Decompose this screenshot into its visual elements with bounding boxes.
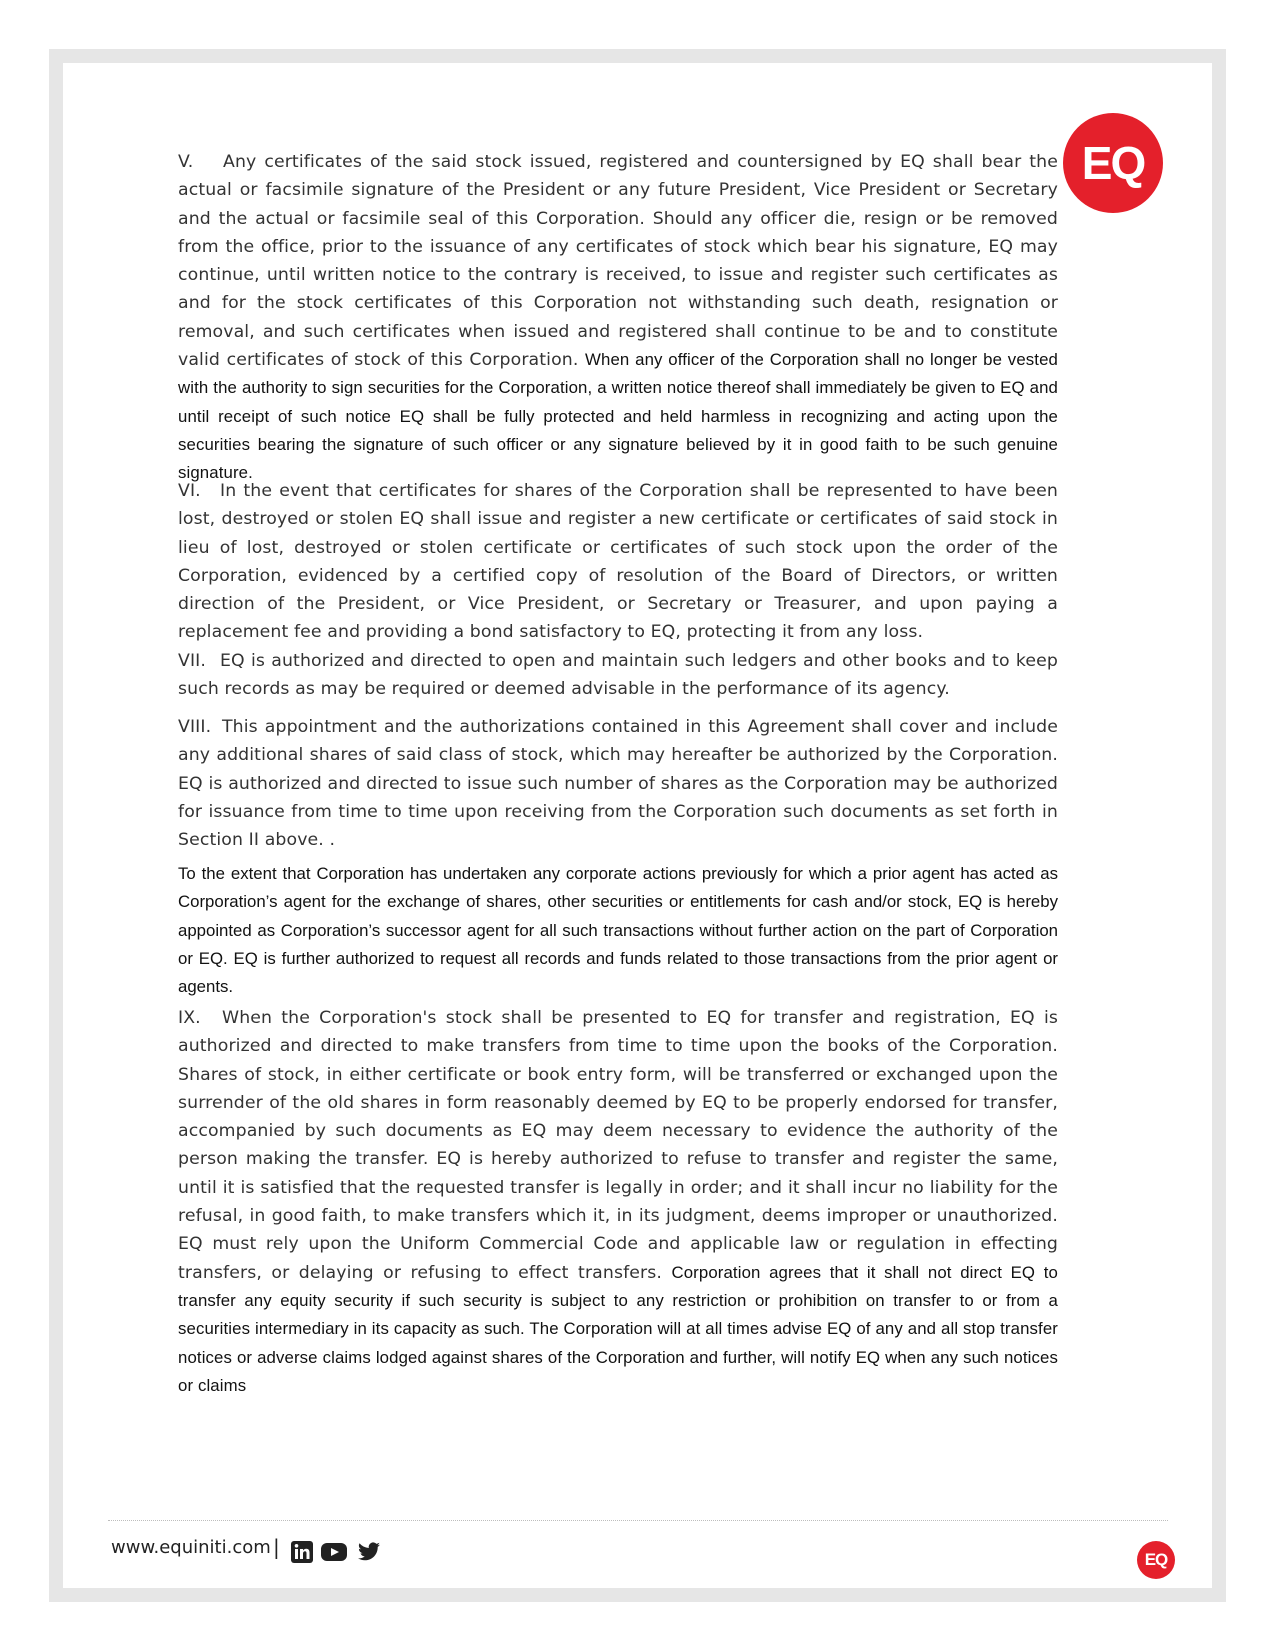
eq-logo-footer: EQ (1137, 1541, 1175, 1579)
section-text: Any certificates of the said stock issued, registered and countersigned by EQ shall bear the actual or facsimile signature of the President or any future President, Vice President or Secretary and the actual or facsimile seal of this Corporation. Should any officer die, resign or be removed from the office, prior to the issuance of any certificates of stock which bear his signature, EQ may continue, until written notice to the contrary is received, to issue and register such certificates as and for the stock certificates of this Corporation not withstanding such death, resignation or removal, and such certificates when issued and registered shall continue to be and to constitute valid certificates of stock of this Corporation. (178, 152, 1058, 371)
section-number: IX. (178, 1008, 201, 1028)
section-number: VII. (178, 651, 206, 671)
linkedin-icon[interactable] (290, 1540, 314, 1564)
section-text-addendum: When any officer of the Corporation shall no longer be vested with the authority to sign securities for the Corporation, a written notice thereof shall immediately be given to EQ and until receipt of such notice EQ shall be fully protected and held harmless in recognizing and acting upon the securities bearing the signature of such officer or any signature believed by it in good faith to be such genuine signature. (178, 350, 1058, 483)
eq-logo: EQ (1063, 113, 1163, 213)
section-text-addendum: Corporation agrees that it shall not direct EQ to transfer any equity security if such security is subject to any restriction or prohibition on transfer to or from a securities intermediary in its capacity as such. The Corporation will at all times advise EQ of any and all stop transfer notices or adverse claims lodged against shares of the Corporation and further, will notify EQ when any such notices or claims (178, 1262, 1058, 1395)
section-vi (178, 477, 1058, 647)
section-text: In the event that certificates for shares of the Corporation shall be represented to have been lost, destroyed or stolen EQ shall issue and register a new certificate or certificates of said stock in lieu of lost, destroyed or stolen certificate or certificates of such stock upon the order of the Corporation, evidenced by a certified copy of resolution of the Board of Directors, or written direction of the President, or Vice President, or Secretary or Treasurer, and upon paying a replacement fee and providing a bond satisfactory to EQ, protecting it from any loss. (178, 481, 1058, 643)
successor-agent-paragraph (178, 860, 1058, 1001)
footer-website-link[interactable]: www.equiniti.com (111, 1537, 271, 1558)
section-ix (178, 1004, 1058, 1400)
youtube-icon[interactable] (320, 1540, 348, 1564)
section-text: This appointment and the authorizations contained in this Agreement shall cover and include any additional shares of said class of stock, which may hereafter be authorized by the Corporation. EQ is authorized and directed to issue such number of shares as the Corporation may be authorized for issuance from time to time upon receiving from the Corporation such documents as set forth in Section II above. . (178, 717, 1058, 851)
section-text: To the extent that Corporation has undertaken any corporate actions previously for which a prior agent has acted as Corporation’s agent for the exchange of shares, other securities or entitlements for cash and/or stock, EQ is hereby appointed as Corporation’s successor agent for all such transactions without further action on the part of Corporation or EQ. EQ is further authorized to request all records and funds related to those transactions from the prior agent or agents. (178, 864, 1058, 997)
section-number: V. (178, 152, 194, 172)
footer-separator: | (273, 1535, 280, 1559)
section-number: VIII. (178, 717, 212, 737)
section-text: EQ is authorized and directed to open and maintain such ledgers and other books and to keep such records as may be required or deemed advisable in the performance of its agency. (178, 651, 1058, 700)
section-v (178, 148, 1058, 488)
section-viii (178, 713, 1058, 854)
twitter-icon[interactable] (357, 1540, 381, 1564)
section-vii (178, 647, 1058, 704)
section-number: VI. (178, 481, 201, 501)
footer-divider (108, 1520, 1168, 1521)
section-text: When the Corporation's stock shall be presented to EQ for transfer and registration, EQ is authorized and directed to make transfers from time to time upon the books of the Corporation. Shares of stock, in either certificate or book entry form, will be transferred or exchanged upon the surrender of the old shares in form reasonably deemed by EQ to be properly endorsed for transfer, accompanied by such documents as EQ may deem necessary to evidence the authority of the person making the transfer. EQ is hereby authorized to refuse to transfer and register the same, until it is satisfied that the requested transfer is legally in order; and it shall incur no liability for the refusal, in good faith, to make transfers which it, in its judgment, deems improper or unauthorized. EQ must rely upon the Uniform Commercial Code and applicable law or regulation in effecting transfers, or delaying or refusing to effect transfers. (178, 1008, 1058, 1283)
